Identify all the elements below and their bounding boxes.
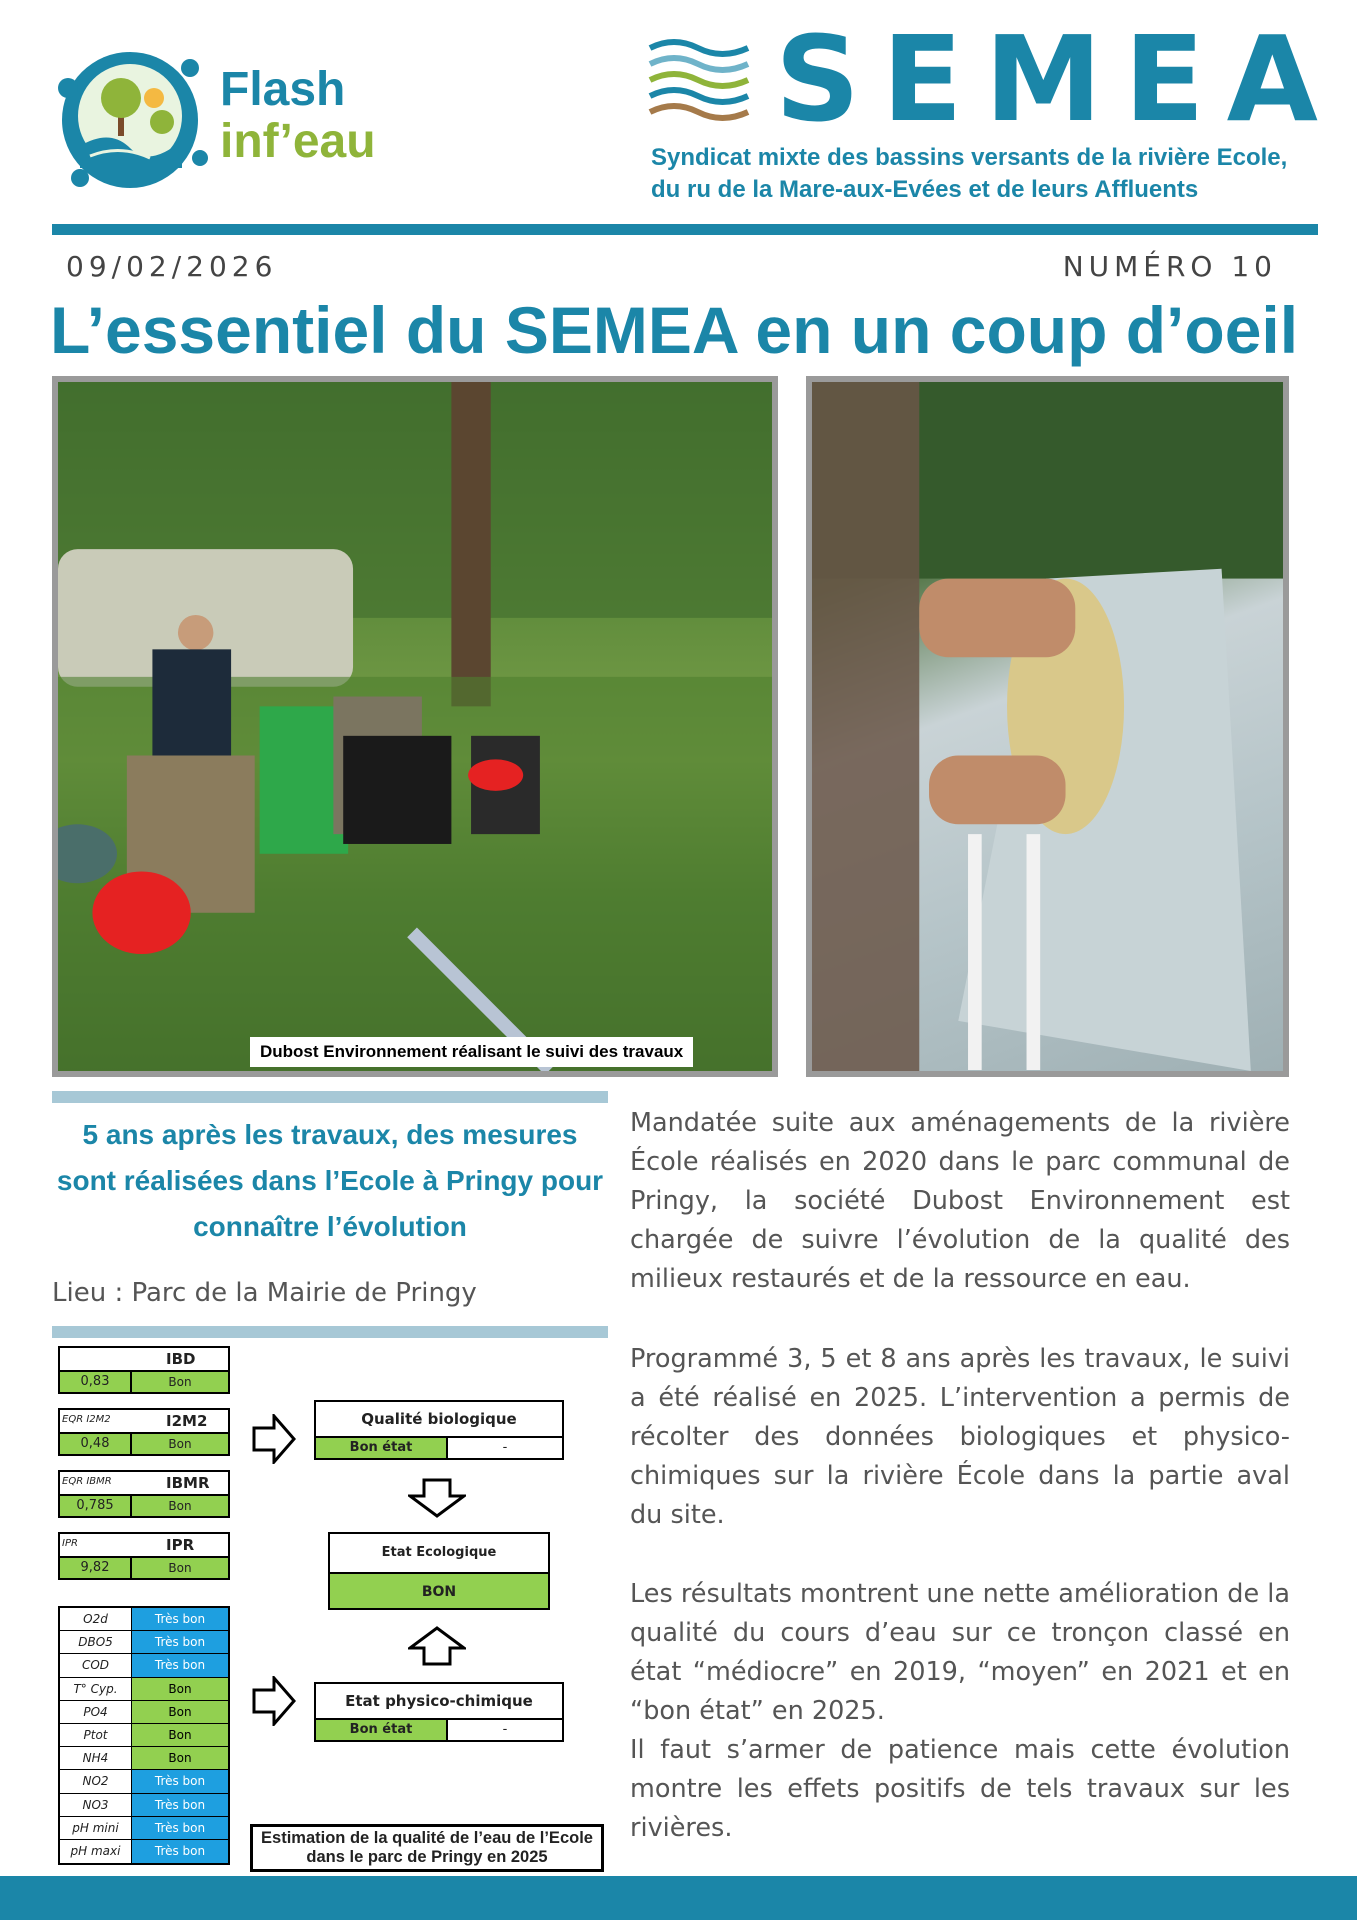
arrow-up-icon bbox=[408, 1626, 466, 1666]
indicator-name: IPR bbox=[166, 1536, 195, 1554]
page-title: L’essentiel du SEMEA en un coup d’oeil bbox=[50, 293, 1299, 367]
section-subheading: 5 ans après les travaux, des mesures sont réalisées dans l’Ecole à Pringy pour connaître l’évolution bbox=[56, 1119, 604, 1242]
chem-row bbox=[60, 1654, 228, 1677]
chem-param: O2d bbox=[60, 1608, 132, 1630]
chem-param: NO3 bbox=[60, 1794, 132, 1816]
chem-param: T° Cyp. bbox=[60, 1678, 132, 1700]
chem-param: PO4 bbox=[60, 1701, 132, 1723]
chem-status: Bon bbox=[132, 1678, 228, 1700]
arrow-down-icon bbox=[408, 1478, 466, 1518]
chem-row bbox=[60, 1701, 228, 1724]
chem-row bbox=[60, 1678, 228, 1701]
flash-infeau-logo bbox=[50, 28, 210, 208]
indicator-name: IBMR bbox=[166, 1474, 210, 1492]
indicator-quality: Bon bbox=[132, 1558, 228, 1578]
chem-status: Très bon bbox=[132, 1608, 228, 1630]
chem-row bbox=[60, 1794, 228, 1817]
fish-measurement-photo bbox=[806, 376, 1289, 1077]
footer-bar bbox=[0, 1876, 1357, 1920]
header-rule bbox=[52, 224, 1318, 235]
box-title: Etat physico-chimique bbox=[345, 1692, 533, 1710]
indicator-small-label: EQR IBMR bbox=[62, 1476, 112, 1487]
box-title: Etat Ecologique bbox=[381, 1545, 497, 1560]
chem-status: Très bon bbox=[132, 1794, 228, 1816]
flash-infeau-title bbox=[220, 63, 376, 168]
issue-number: NUMÉRO 10 bbox=[1062, 250, 1277, 283]
chem-param: Ptot bbox=[60, 1724, 132, 1746]
chem-row bbox=[60, 1770, 228, 1793]
field-team-photo-illustration bbox=[58, 382, 772, 1071]
semea-brand: SEMEA bbox=[775, 10, 1340, 148]
syndicat-line-2: du ru de la Mare-aux-Evées et de leurs Affluents bbox=[651, 176, 1199, 203]
chem-param: pH mini bbox=[60, 1817, 132, 1839]
photo-caption: Dubost Environnement réalisant le suivi des travaux bbox=[250, 1037, 693, 1067]
fish-measurement-illustration bbox=[812, 382, 1283, 1071]
section-bar-top bbox=[52, 1091, 608, 1103]
box-status: Bon état bbox=[316, 1720, 448, 1740]
body-paragraph-3: Les résultats montrent une nette amélioration de la qualité du cours d’eau sur ce tronçon classé en état “médiocre” en 2019, “moyen” en 2021 et en “bon état” en 2025. bbox=[630, 1579, 1290, 1726]
etat-ecologique-box bbox=[328, 1532, 550, 1610]
chem-status: Bon bbox=[132, 1747, 228, 1769]
chem-row bbox=[60, 1817, 228, 1840]
chem-row bbox=[60, 1724, 228, 1747]
body-paragraph-1: Mandatée suite aux aménagements de la rivière École réalisés en 2020 dans le parc communal de Pringy, la société Dubost Environnement est chargée de suivre l’évolution de la qualité des milieux restaurés et de la ressource en eau. bbox=[630, 1108, 1290, 1294]
box-dash: - bbox=[502, 1440, 508, 1455]
chem-status: Très bon bbox=[132, 1654, 228, 1676]
body-paragraph-4: Il faut s’armer de patience mais cette évolution montre les effets positifs de tels travaux sur les rivières. bbox=[630, 1735, 1290, 1843]
indicator-ipr bbox=[58, 1532, 230, 1580]
physico-chemical-table bbox=[58, 1606, 230, 1865]
indicator-quality: Bon bbox=[132, 1496, 228, 1516]
chem-status: Très bon bbox=[132, 1840, 228, 1863]
indicator-value: 0,83 bbox=[60, 1372, 132, 1392]
chem-param: NO2 bbox=[60, 1770, 132, 1792]
box-title: Qualité biologique bbox=[361, 1410, 517, 1428]
waves-logo-icon bbox=[648, 34, 750, 124]
indicator-value: 9,82 bbox=[60, 1558, 132, 1578]
etat-physico-chimique-box bbox=[314, 1682, 564, 1742]
chem-status: Bon bbox=[132, 1701, 228, 1723]
indicator-name: IBD bbox=[166, 1350, 196, 1368]
chem-param: COD bbox=[60, 1654, 132, 1676]
indicator-name: I2M2 bbox=[166, 1412, 208, 1430]
indicator-small-label: EQR I2M2 bbox=[62, 1414, 111, 1425]
syndicat-line-1: Syndicat mixte des bassins versants de la rivière Ecole, bbox=[651, 144, 1288, 171]
location-line: Lieu : Parc de la Mairie de Pringy bbox=[52, 1278, 477, 1308]
chem-param: DBO5 bbox=[60, 1631, 132, 1653]
body-paragraph-2: Programmé 3, 5 et 8 ans après les travaux, le suivi a été réalisé en 2025. L’intervention a permis de récolter des données biologiques et physico-chimiques sur la rivière École dans la partie aval du site. bbox=[630, 1344, 1290, 1530]
field-team-photo bbox=[52, 376, 778, 1077]
chem-param: NH4 bbox=[60, 1747, 132, 1769]
indicator-small-label: IPR bbox=[62, 1538, 78, 1549]
qualite-biologique-box bbox=[314, 1400, 564, 1460]
section-bar-bottom bbox=[52, 1326, 608, 1338]
indicator-value: 0,785 bbox=[60, 1496, 132, 1516]
chem-status: Très bon bbox=[132, 1817, 228, 1839]
chem-row bbox=[60, 1608, 228, 1631]
chem-row bbox=[60, 1840, 228, 1863]
arrow-right-icon bbox=[252, 1676, 296, 1726]
box-status: Bon état bbox=[316, 1438, 448, 1458]
indicator-quality: Bon bbox=[132, 1434, 228, 1454]
box-status: BON bbox=[330, 1572, 548, 1608]
chem-status: Très bon bbox=[132, 1770, 228, 1792]
indicator-quality: Bon bbox=[132, 1372, 228, 1392]
diagram-caption: Estimation de la qualité de l’eau de l’Ecole dans le parc de Pringy en 2025 bbox=[250, 1824, 604, 1872]
chem-param: pH maxi bbox=[60, 1840, 132, 1863]
indicator-ibd bbox=[58, 1346, 230, 1394]
indicator-value: 0,48 bbox=[60, 1434, 132, 1454]
indicator-i2m2 bbox=[58, 1408, 230, 1456]
box-dash: - bbox=[502, 1722, 508, 1737]
chem-row bbox=[60, 1747, 228, 1770]
indicator-ibmr bbox=[58, 1470, 230, 1518]
infeau-word: inf’eau bbox=[220, 115, 376, 168]
water-quality-diagram bbox=[56, 1346, 608, 1868]
chem-status: Très bon bbox=[132, 1631, 228, 1653]
issue-date: 09/02/2026 bbox=[66, 250, 278, 283]
chem-status: Bon bbox=[132, 1724, 228, 1746]
chem-row bbox=[60, 1631, 228, 1654]
arrow-right-icon bbox=[252, 1414, 296, 1464]
syndicat-description bbox=[651, 142, 1331, 206]
flash-word: Flash bbox=[220, 63, 346, 116]
